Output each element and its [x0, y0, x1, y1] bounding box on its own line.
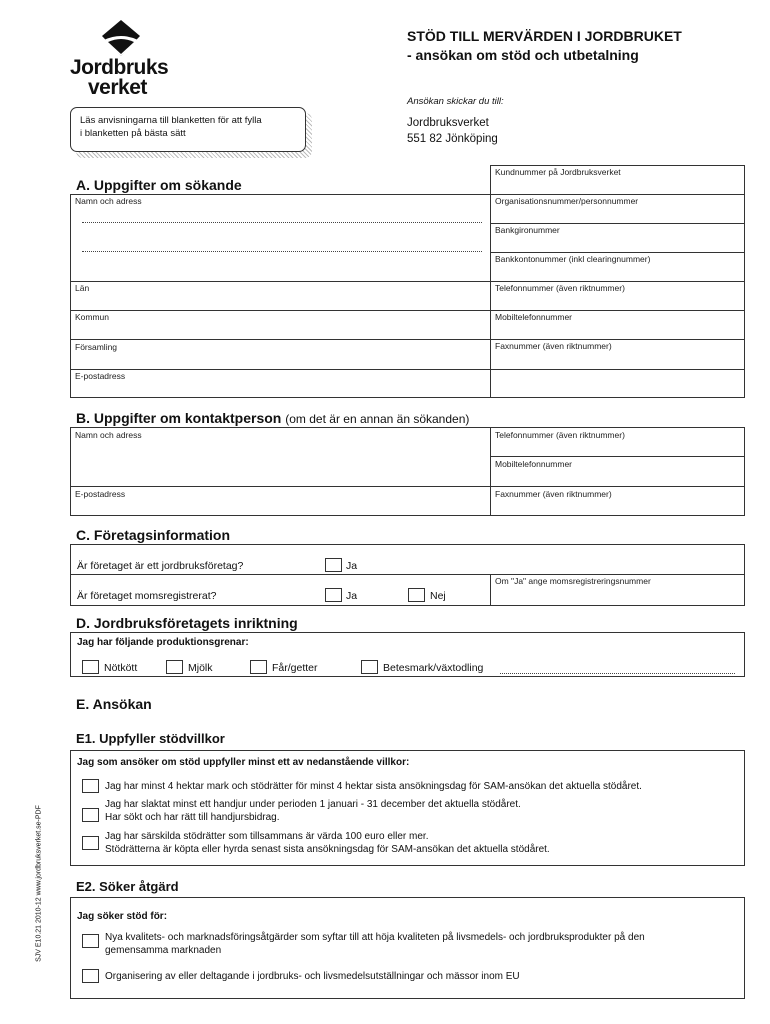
logo-line2: verket [88, 76, 147, 99]
c-vat-yes-label: Ja [346, 590, 358, 602]
b-mobile-field[interactable]: Mobiltelefonnummer [495, 459, 573, 469]
c-farm-yes-checkbox[interactable] [325, 558, 342, 572]
d-notkott-label: Nötkött [104, 662, 138, 674]
c-vat-no-checkbox[interactable] [408, 588, 425, 602]
form-subtitle: - ansökan om stöd och utbetalning [407, 47, 639, 63]
bank-account-field[interactable]: Bankkontonummer (inkl clearingnummer) [495, 254, 651, 264]
d-mjolk-label: Mjölk [188, 662, 213, 674]
a-epost-field[interactable]: E-postadress [75, 371, 126, 381]
e2-intro: Jag söker stöd för: [77, 911, 168, 922]
section-e1-title: E1. Uppfyller stödvillkor [76, 731, 225, 746]
e2-option1-line2: gemensamma marknaden [105, 945, 222, 956]
d-far-getter-checkbox[interactable] [250, 660, 267, 674]
e1-option1-checkbox[interactable] [82, 779, 99, 793]
phone-field[interactable]: Telefonnummer (även riktnummer) [495, 283, 625, 293]
mobile-field[interactable]: Mobiltelefonnummer [495, 312, 573, 322]
d-mjolk-checkbox[interactable] [166, 660, 183, 674]
section-a-title: A. Uppgifter om sökande [76, 177, 242, 193]
e2-option1-line1: Nya kvalitets- och marknadsföringsåtgärder som syftar till att höja kvaliteten på livsmedels- och jordbruksprodukter på den [105, 932, 645, 943]
a-forsamling-field[interactable]: Församling [75, 342, 118, 352]
section-b-title-text: B. Uppgifter om kontaktperson [76, 410, 282, 426]
d-betesmark-label: Betesmark/växtodling [383, 662, 484, 674]
a-name-address-field[interactable]: Namn och adress [75, 196, 142, 206]
a-lan-field[interactable]: Län [75, 283, 90, 293]
send-to-name: Jordbruksverket [407, 117, 489, 129]
e1-option1-label: Jag har minst 4 hektar mark och stödrätter för minst 4 hektar sista ansökningsdag för SAM-ansökan det aktuella stödåret. [105, 781, 642, 792]
c-vat-number-field[interactable]: Om "Ja" ange momsregistreringsnummer [495, 576, 651, 586]
fax-field[interactable]: Faxnummer (även riktnummer) [495, 341, 612, 351]
d-intro: Jag har följande produktionsgrenar: [77, 637, 249, 648]
e1-option3-line2: Stödrätterna är köpta eller hyrda senast sista ansökningsdag för SAM-ansökan det aktuella stödåret. [105, 844, 550, 855]
section-a-box [70, 194, 745, 398]
b-fax-field[interactable]: Faxnummer (även riktnummer) [495, 489, 612, 499]
c-farm-yes-label: Ja [346, 560, 358, 572]
e2-option2-label: Organisering av eller deltagande i jordbruks- och livsmedelsutställningar och mässor inom EU [105, 971, 520, 982]
bankgiro-field[interactable]: Bankgironummer [495, 225, 560, 235]
c-question-vat: Är företaget momsregistrerat? [77, 590, 217, 602]
c-vat-no-label: Nej [430, 590, 446, 602]
d-far-getter-label: Får/getter [272, 662, 318, 674]
d-betesmark-checkbox[interactable] [361, 660, 378, 674]
form-title: STÖD TILL MERVÄRDEN I JORDBRUKET [407, 28, 682, 44]
section-e-title: E. Ansökan [76, 696, 152, 712]
e1-option2-line1: Jag har slaktat minst ett handjur under perioden 1 januari - 31 december det aktuella stödåret. [105, 799, 521, 810]
e1-option3-line1: Jag har särskilda stödrätter som tillsammans är värda 100 euro eller mer. [105, 831, 429, 842]
d-notkott-checkbox[interactable] [82, 660, 99, 674]
e1-option2-checkbox[interactable] [82, 808, 99, 822]
send-to-label: Ansökan skickar du till: [407, 96, 504, 107]
instructions-box [70, 107, 306, 152]
side-form-code: SJV E10.21 2010-12 www.jordbruksverket.se-PDF [35, 805, 43, 962]
section-e2-title: E2. Söker åtgärd [76, 879, 179, 894]
c-question-farm: Är företaget är ett jordbruksföretag? [77, 560, 244, 572]
a-kommun-field[interactable]: Kommun [75, 312, 110, 322]
logo-mark-icon [100, 18, 142, 58]
send-to-address: 551 82 Jönköping [407, 133, 498, 145]
instructions-line2: i blanketten på bästa sätt [80, 128, 186, 139]
section-b-title [76, 410, 469, 426]
b-phone-field[interactable]: Telefonnummer (även riktnummer) [495, 430, 625, 440]
section-d-title: D. Jordbruksföretagets inriktning [76, 615, 298, 631]
c-vat-yes-checkbox[interactable] [325, 588, 342, 602]
instructions-line1: Läs anvisningarna till blanketten för att fylla [80, 115, 262, 126]
customer-number-field[interactable]: Kundnummer på Jordbruksverket [495, 167, 621, 177]
section-b-box [70, 427, 745, 516]
section-b-subtitle: (om det är en annan än sökanden) [285, 412, 470, 426]
org-number-field[interactable]: Organisationsnummer/personnummer [495, 196, 639, 206]
e2-option2-checkbox[interactable] [82, 969, 99, 983]
logo [70, 18, 180, 98]
e1-intro: Jag som ansöker om stöd uppfyller minst ett av nedanstående villkor: [77, 757, 410, 768]
e1-option3-checkbox[interactable] [82, 836, 99, 850]
d-betesmark-line[interactable] [500, 673, 735, 674]
section-c-title: C. Företagsinformation [76, 527, 231, 543]
e1-option2-line2: Har sökt och har rätt till handjursbidrag. [105, 812, 280, 823]
e2-option1-checkbox[interactable] [82, 934, 99, 948]
b-name-address-field[interactable]: Namn och adress [75, 430, 142, 440]
b-epost-field[interactable]: E-postadress [75, 489, 126, 499]
logo-line1: Jordbruks [70, 56, 169, 79]
